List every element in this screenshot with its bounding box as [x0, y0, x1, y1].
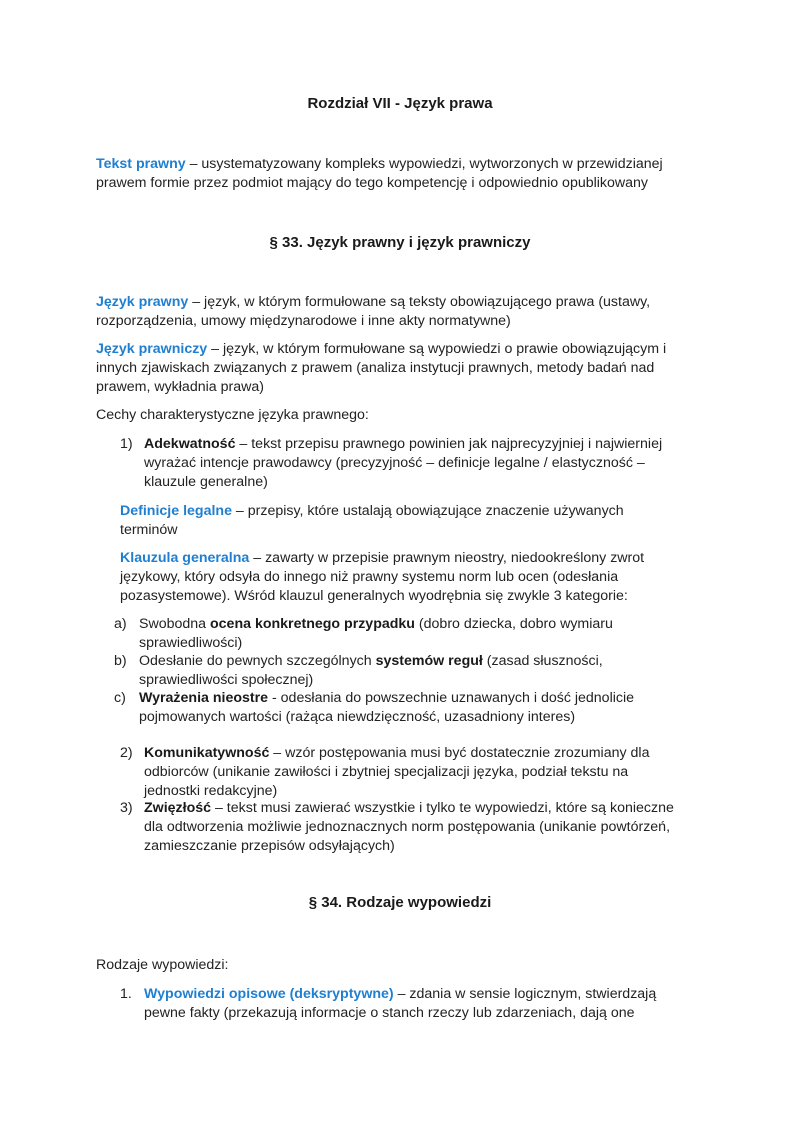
definition-text: – zawarty w przepisie prawnym nieostry, niedookreślony zwrot — [249, 550, 645, 566]
item-text: odbiorców (unikanie zawiłości i zbytniej specjalizacji języka, podział tekstu na — [144, 764, 629, 780]
definition-text: prawem, wykładnia prawa) — [96, 379, 264, 395]
item-text: klauzule generalne) — [144, 474, 268, 490]
definition-text: – język, w którym formułowane są wypowiedzi o prawie obowiązującym i — [207, 341, 667, 357]
sub-letter: a) — [114, 616, 127, 632]
klauzula-generalna-term: Klauzula generalna — [120, 550, 250, 566]
item-text: dla odtworzenia możliwie jednoznacznych norm postępowania (unikanie powtórzeń, — [144, 819, 671, 835]
zwiezlosc-term: Zwięzłość — [144, 800, 212, 816]
list-item-adekwatnosc — [0, 435, 800, 495]
tekst-prawny-term: Tekst prawny — [96, 156, 186, 172]
definicje-legalne-definition — [120, 502, 680, 540]
item-text: sprawiedliwości społecznej) — [139, 672, 314, 688]
definition-text: terminów — [120, 522, 178, 538]
item-text: sprawiedliwości) — [139, 635, 243, 651]
adekwatnosc-term: Adekwatność — [144, 436, 236, 452]
tekst-prawny-definition — [96, 155, 706, 193]
list-item-wypowiedzi-opisowe — [0, 985, 800, 1025]
jezyk-prawniczy-term: Język prawniczy — [96, 341, 208, 357]
item-text: (dobro dziecka, dobro wymiaru — [414, 616, 613, 632]
definition-text: pozasystemowe). Wśród klauzul generalnych wyodrębnia się zwykle 3 kategorie: — [120, 588, 628, 604]
jezyk-prawny-term: Język prawny — [96, 294, 189, 310]
sub-item-c — [0, 689, 800, 729]
item-text: zamieszczanie przepisów odsyłających) — [144, 838, 395, 854]
komunikatywnosc-term: Komunikatywność — [144, 745, 270, 761]
list-item-zwiezlosc — [0, 799, 800, 859]
definition-text: prawem formie przez podmiot mający do tego kompetencję i odpowiednio opublikowany — [96, 175, 649, 191]
item-text: - odesłania do powszechnie uznawanych i dość jednolicie — [268, 690, 635, 706]
item-text: (zasad słuszności, — [482, 653, 603, 669]
sub-letter: c) — [114, 690, 126, 706]
item-text: pojmowanych wartości (rażąca niewdzięczność, uzasadniony interes) — [139, 709, 576, 725]
jezyk-prawniczy-definition — [96, 340, 706, 397]
definition-text: innych zjawiskach związanych z prawem (analiza instytucji prawnych, metody badań nad — [96, 360, 655, 376]
definition-text: rozporządzenia, umowy międzynarodowe i inne akty normatywne) — [96, 313, 511, 329]
definition-text: – język, w którym formułowane są teksty obowiązującego prawa (ustawy, — [188, 294, 651, 310]
cechy-intro: Cechy charakterystyczne języka prawnego: — [96, 407, 369, 423]
sub-letter: b) — [114, 653, 127, 669]
item-text: Odesłanie do pewnych szczególnych — [139, 653, 376, 669]
item-text: – tekst musi zawierać wszystkie i tylko te wypowiedzi, które są konieczne — [211, 800, 674, 816]
list-number: 1. — [120, 986, 132, 1002]
wyrazenia-nieostre-term: Wyrażenia nieostre — [139, 690, 269, 706]
section-34-title: § 34. Rodzaje wypowiedzi — [308, 894, 492, 911]
list-item-komunikatywnosc — [0, 744, 800, 804]
list-number: 1) — [120, 436, 133, 452]
chapter-title: Rozdział VII - Język prawa — [307, 95, 493, 112]
item-text: jednostki redakcyjne) — [144, 783, 278, 799]
sub-item-b — [0, 652, 800, 692]
list-number: 3) — [120, 800, 133, 816]
rodzaje-intro: Rodzaje wypowiedzi: — [96, 957, 229, 973]
wypowiedzi-opisowe-term: Wypowiedzi opisowe (deksryptywne) — [144, 986, 394, 1002]
ocena-term: ocena konkretnego przypadku — [210, 616, 415, 632]
item-text: – tekst przepisu prawnego powinien jak najprecyzyjniej i najwierniej — [235, 436, 663, 452]
item-text: pewne fakty (przekazują informacje o stanch rzeczy lub zdarzeniach, dają one — [144, 1005, 635, 1021]
item-text: – wzór postępowania musi być dostatecznie zrozumiany dla — [269, 745, 650, 761]
jezyk-prawny-definition — [96, 293, 706, 331]
sub-item-a — [0, 615, 800, 655]
item-text: Swobodna — [139, 616, 210, 632]
definition-text: językowy, który odsyła do innego niż prawny systemu norm lub ocen (odesłania — [120, 569, 619, 585]
item-text: – zdania w sensie logicznym, stwierdzają — [393, 986, 657, 1002]
definicje-legalne-term: Definicje legalne — [120, 503, 232, 519]
definition-text: – usystematyzowany kompleks wypowiedzi, wytworzonych w przewidzianej — [185, 156, 663, 172]
systemy-regul-term: systemów reguł — [375, 653, 483, 669]
item-text: wyrażać intencje prawodawcy (precyzyjność – definicje legalne / elastyczność – — [144, 455, 645, 471]
definition-text: – przepisy, które ustalają obowiązujące znaczenie używanych — [231, 503, 624, 519]
section-33-title: § 33. Język prawny i język prawniczy — [269, 234, 531, 251]
klauzula-generalna-definition — [120, 549, 680, 606]
list-number: 2) — [120, 745, 133, 761]
